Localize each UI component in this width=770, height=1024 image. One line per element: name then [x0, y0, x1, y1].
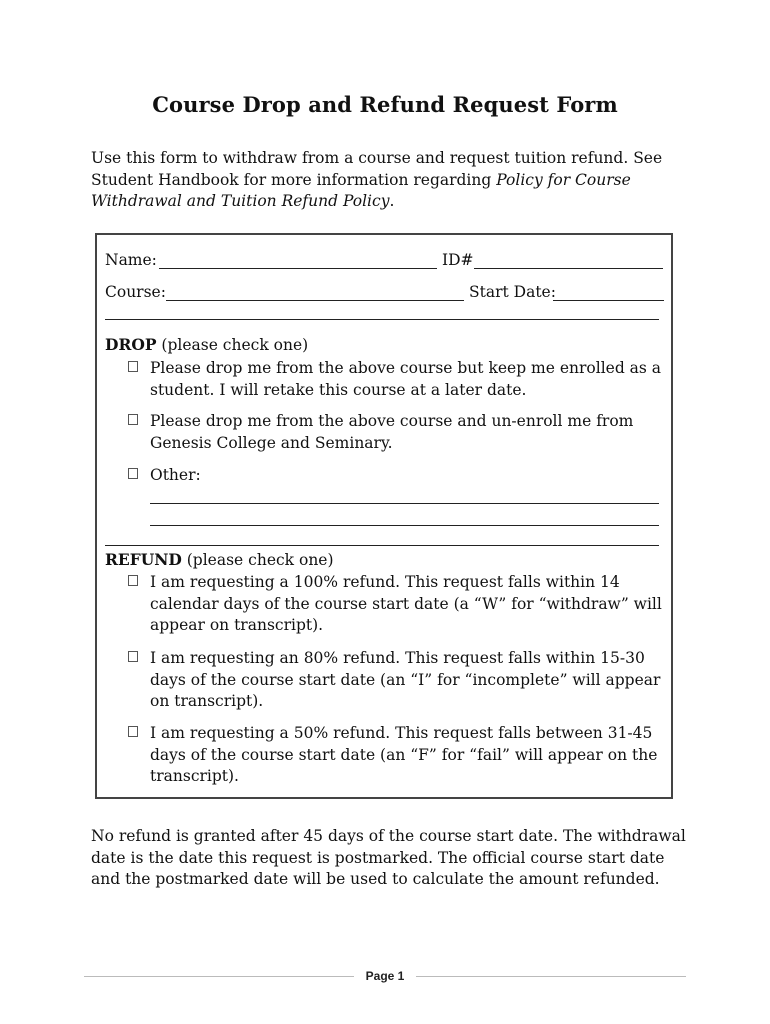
- closing-paragraph: No refund is granted after 45 days of the course start date. The withdrawal date is the date this request is postmarked. The official course start date and the postmarked date will be used to calculate the amount refunded.: [91, 827, 686, 888]
- divider: [105, 319, 659, 320]
- refund-option-80-text: I am requesting an 80% refund. This request falls within 15-30 days of the course start date (an “I” for “incomplete” will appear on transcript).: [150, 649, 661, 710]
- drop-option-1-text: Please drop me from the above course but keep me enrolled as a student. I will retake this course at a later date.: [150, 359, 662, 399]
- refund-option-100[interactable]: [128, 572, 668, 637]
- checkbox[interactable]: [128, 726, 138, 737]
- refund-instruction: (please check one): [181, 551, 334, 569]
- drop-heading: [105, 335, 308, 354]
- start-date-field[interactable]: [553, 300, 664, 301]
- course-label: Course:: [105, 283, 166, 301]
- drop-option-other[interactable]: [128, 465, 668, 487]
- name-field[interactable]: [159, 268, 437, 269]
- checkbox[interactable]: [128, 575, 138, 586]
- checkbox[interactable]: [128, 468, 138, 479]
- page-number: Page 1: [365, 969, 405, 983]
- other-line-2[interactable]: [150, 525, 659, 526]
- id-label: ID#: [442, 251, 474, 269]
- course-field[interactable]: [166, 300, 464, 301]
- drop-option-other-text: Other:: [150, 466, 201, 484]
- id-field[interactable]: [474, 268, 663, 269]
- drop-heading-bold: DROP: [105, 335, 157, 354]
- form-title: Course Drop and Refund Request Form: [152, 92, 618, 117]
- start-date-label: Start Date:: [469, 283, 556, 301]
- drop-option-2[interactable]: [128, 411, 668, 454]
- refund-option-100-text: I am requesting a 100% refund. This request falls within 14 calendar days of the course start date (a “W” for “withdraw” will appear on transcript).: [150, 573, 662, 634]
- intro-text: Use this form to withdraw from a course and request tuition refund. See Student Handbook for more information regarding: [91, 149, 663, 189]
- refund-option-50[interactable]: [128, 723, 668, 788]
- divider: [105, 545, 659, 546]
- refund-heading: [105, 550, 334, 569]
- intro-paragraph: [91, 148, 681, 213]
- drop-option-1[interactable]: [128, 358, 668, 401]
- checkbox[interactable]: [128, 361, 138, 372]
- drop-instruction: (please check one): [156, 336, 309, 354]
- other-line-1[interactable]: [150, 503, 659, 504]
- refund-heading-bold: REFUND: [105, 550, 182, 569]
- checkbox[interactable]: [128, 414, 138, 425]
- intro-policy-italic: Policy for Course Withdrawal and Tuition Refund Policy: [91, 170, 631, 210]
- refund-option-50-text: I am requesting a 50% refund. This request falls between 31-45 days of the course start date (an “F” for “fail” will appear on the transcript).: [150, 724, 658, 785]
- checkbox[interactable]: [128, 651, 138, 662]
- refund-option-80[interactable]: [128, 648, 668, 713]
- form-box: [95, 233, 673, 799]
- drop-option-2-text: Please drop me from the above course and un-enroll me from Genesis College and Seminary.: [150, 412, 634, 452]
- name-label: Name:: [105, 251, 157, 269]
- intro-end: .: [389, 192, 395, 210]
